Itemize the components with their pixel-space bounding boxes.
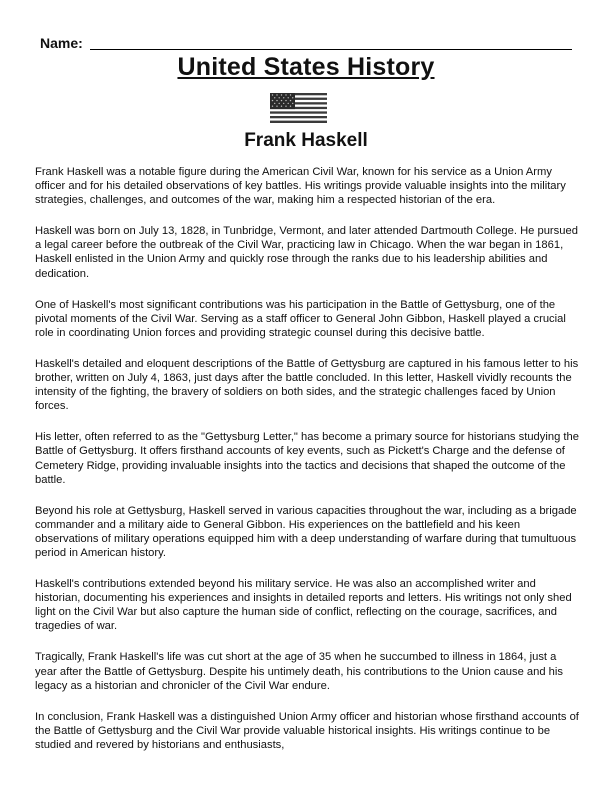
paragraph-conclusion: In conclusion, Frank Haskell was a distinguished Union Army officer and historian whose firsthand accounts of the Battle of Gettysburg and the Civil War provide valuable historical insights. His writings continue to be studied and revered by historians and enthusiasts,: [35, 710, 579, 751]
paragraph-death: Tragically, Frank Haskell's life was cut short at the age of 35 when he succumbed to illness in 1864, just a year after the Battle of Gettysburg. Despite his untimely death, his contributions to the Union cause and his legacy as a historian and chronicler of the Civil War endure.: [35, 651, 563, 692]
article-body: [35, 165, 581, 769]
page-title: United States History: [177, 53, 435, 81]
name-field-row: [40, 35, 572, 53]
paragraph-writer: Haskell's contributions extended beyond his military service. He was also an accomplished writer and historian, documenting his experiences and insights in detailed reports and letters. His writings not only shed light on the Civil War but also capture the human side of conflict, reflecting on the courage, sacrifices, and tragedies of war.: [35, 578, 572, 633]
paragraph-gettysburg-role: One of Haskell's most significant contributions was his participation in the Battle of Gettysburg, one of the pivotal moments of the Civil War. Serving as a staff officer to General John Gibbon, Haskell played a crucial role in coordinating Union forces and providing strategic counsel during this decisive battle.: [35, 298, 566, 339]
paragraph-early-life: Haskell was born on July 13, 1828, in Tunbridge, Vermont, and later attended Dartmouth College. He pursued a legal career before the outbreak of the Civil War, practicing law in Chicago. When the war began in 1861, Haskell enlisted in the Union Army and quickly rose through the ranks due to his leadership abilities and dedication.: [35, 225, 578, 280]
paragraph-later-service: Beyond his role at Gettysburg, Haskell served in various capacities throughout the war, including as a brigade commander and a military aide to General Gibbon. His experiences on the battlefield and his keen observations of military operations equipped him with a deep understanding of warfare during that tumultuous period in American history.: [35, 504, 577, 559]
article-heading: Frank Haskell: [244, 130, 368, 151]
paragraph-intro: Frank Haskell was a notable figure during the American Civil War, known for his service as a Union Army officer and for his detailed observations of key battles. His writings provide valuable insights into the military strategies, challenges, and outcomes of the war, making him a respected historian of the era.: [35, 166, 566, 207]
paragraph-gettysburg-letter: His letter, often referred to as the "Gettysburg Letter," has become a primary source for historians studying the Battle of Gettysburg. It offers firsthand accounts of key events, such as Pickett's Charge and the defense of Cemetery Ridge, providing invaluable insights into the tactics and decisions that shaped the outcome of the battle.: [35, 431, 579, 486]
name-label: Name:: [40, 35, 83, 51]
paragraph-letter: Haskell's detailed and eloquent descriptions of the Battle of Gettysburg are captured in his famous letter to his brother, written on July 4, 1863, just days after the battle concluded. In this letter, Haskell vividly recounts the intensity of the fighting, the bravery of soldiers on both sides, and the strategic challenges faced by Union forces.: [35, 357, 579, 413]
us-flag-icon: [270, 93, 327, 123]
name-write-line: [90, 49, 572, 50]
